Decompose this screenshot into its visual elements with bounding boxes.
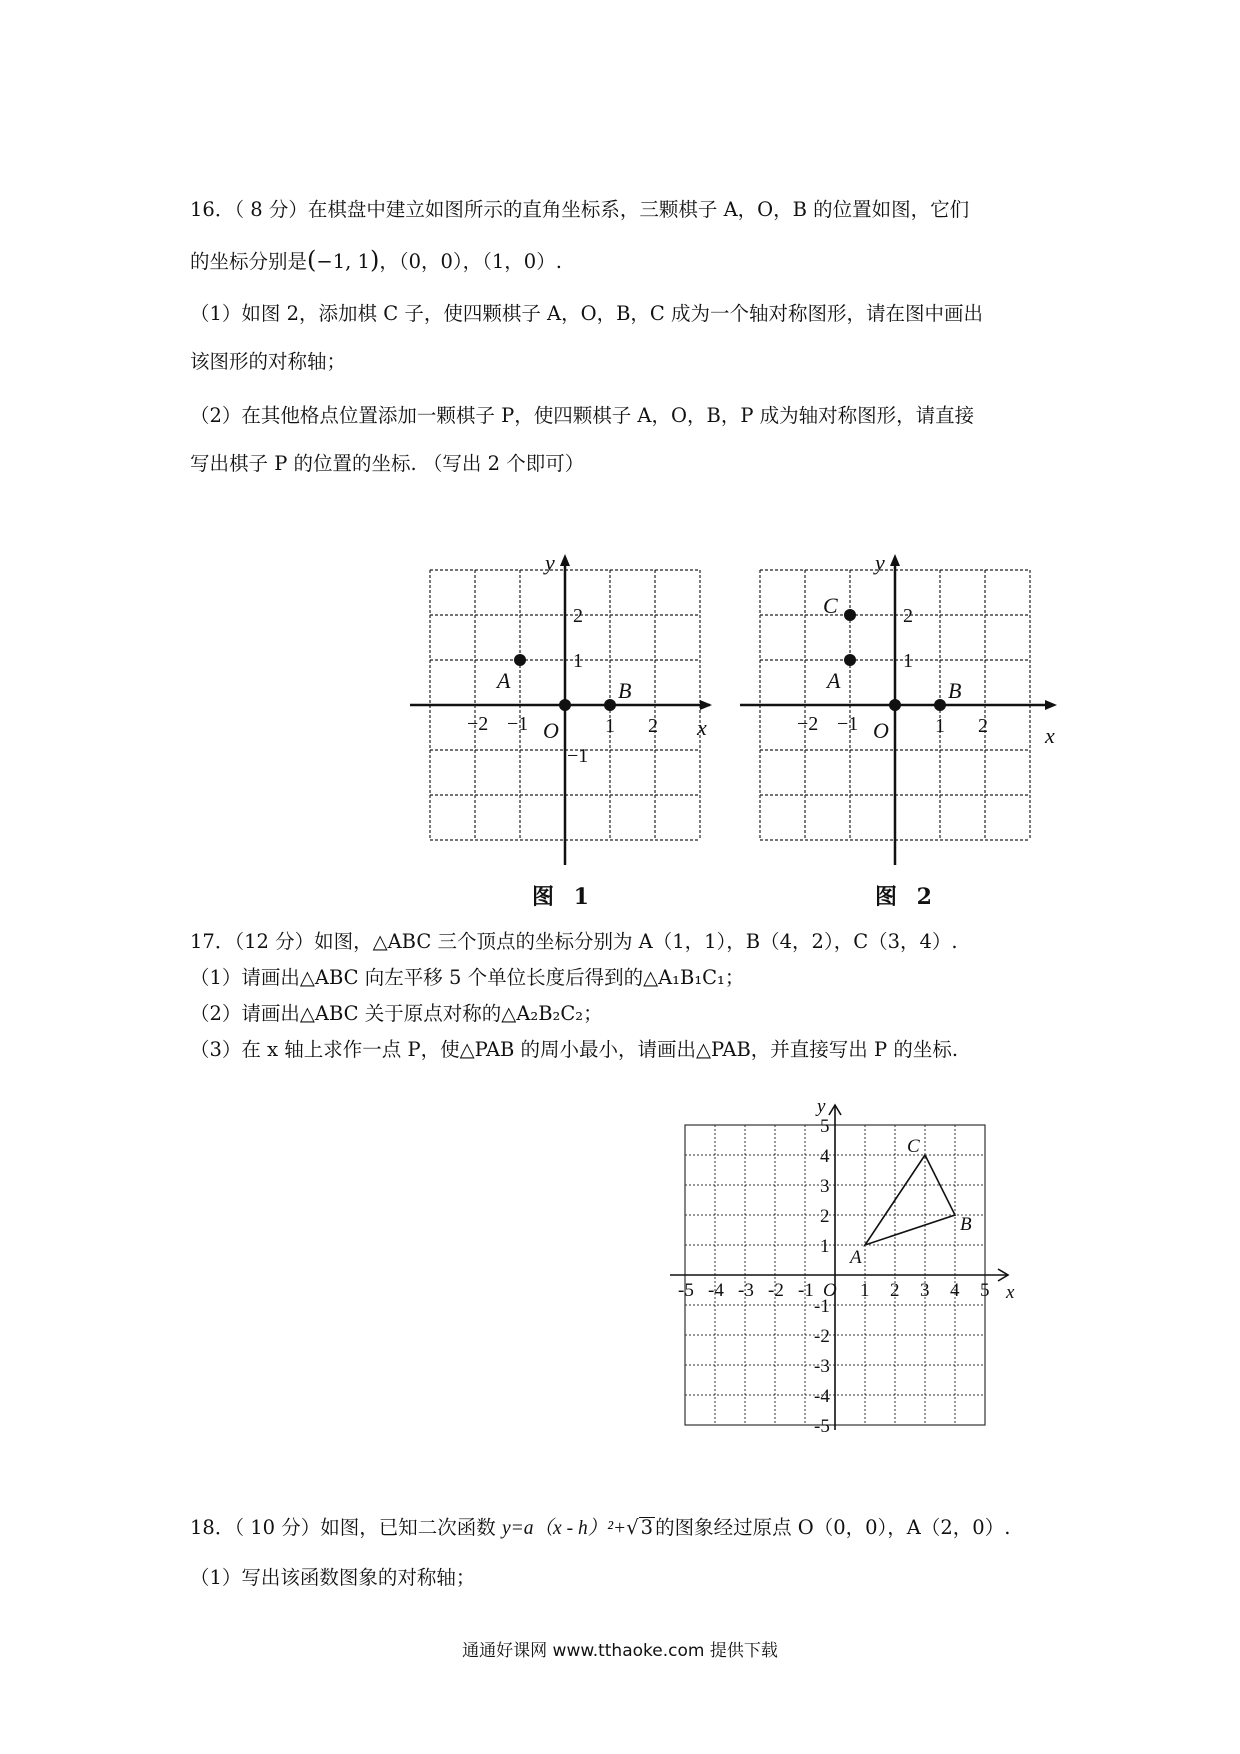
fig1-xtick-m1: −1	[507, 713, 529, 735]
q17-xtick-m5: -5	[678, 1280, 694, 1301]
fig2-label-b: B	[948, 678, 962, 703]
fig1-xtick-m2: −2	[467, 713, 489, 735]
fig2-axes	[740, 558, 1053, 865]
q17-ytick-m1: -1	[814, 1296, 830, 1317]
fig2-label-c: C	[823, 593, 838, 618]
fig2-label-o: O	[873, 718, 889, 743]
q17-label-o: O	[823, 1280, 837, 1301]
fig1-x-arrow-icon	[700, 700, 712, 710]
fig2-point-b	[934, 699, 946, 711]
fig2-xtick-m1: −1	[837, 713, 859, 735]
q17-xtick-2: 2	[890, 1280, 900, 1301]
fig2-y-label: y	[875, 550, 885, 575]
fig1-point-a	[514, 654, 526, 666]
fig2-xtick-2: 2	[978, 715, 988, 737]
q18-part1: （1）写出该函数图象的对称轴；	[190, 1566, 476, 1589]
fig1-label-b: B	[618, 678, 632, 703]
q17-part2: （2）请画出△ABC 关于原点对称的△A₂B₂C₂；	[190, 1002, 603, 1025]
fig1-point-o	[559, 699, 571, 711]
fig2-x-label: x	[1045, 723, 1055, 748]
q16-stem-line1: 16．（ 8 分）在棋盘中建立如图所示的直角坐标系，三颗棋子 A，O，B 的位置如图，它们	[190, 198, 970, 221]
q17-part1: （1）请画出△ABC 向左平移 5 个单位长度后得到的△A₁B₁C₁；	[190, 966, 745, 989]
fig1-x-label: x	[697, 715, 707, 740]
q17-xtick-m2: -2	[768, 1280, 784, 1301]
q17-ytick-m3: -3	[814, 1356, 830, 1377]
q17-xtick-3: 3	[920, 1280, 930, 1301]
fig2-x-arrow-icon	[1045, 700, 1057, 710]
q17-ytick-5: 5	[820, 1116, 830, 1137]
q17-stem: 17．（12 分）如图，△ABC 三个顶点的坐标分别为 A（1，1），B（4，2），C（3，4）.	[190, 930, 958, 953]
q16-part2-line1: （2）在其他格点位置添加一颗棋子 P，使四颗棋子 A，O，B，P 成为轴对称图形，请直接	[190, 404, 975, 427]
q16-stem-line2: 的坐标分别是(−1, 1)，（0，0），（1，0）.	[190, 246, 562, 274]
q17-axes	[670, 1105, 1008, 1430]
q16-stem-line2-a: 的坐标分别是	[190, 250, 308, 273]
q16-coord-a: −1, 1	[316, 250, 370, 273]
q17-xtick-1: 1	[860, 1280, 870, 1301]
fig1-label-a: A	[497, 668, 511, 693]
fig2-point-c	[844, 609, 856, 621]
q16-part2-line2: 写出棋子 P 的位置的坐标. （写出 2 个即可）	[190, 452, 585, 475]
q16-fig1-caption: 图 1	[532, 884, 595, 910]
q16-part1-line2: 该图形的对称轴；	[190, 350, 347, 373]
q17-ytick-2: 2	[820, 1206, 830, 1227]
fig1-ytick-m1: −1	[567, 745, 589, 767]
q18-sqrt-value: 3	[640, 1516, 654, 1539]
q16-fig2-caption: 图 2	[875, 884, 938, 910]
q17-xtick-m1: -1	[798, 1280, 814, 1301]
q16-figure1	[405, 550, 715, 870]
q17-xtick-m3: -3	[738, 1280, 754, 1301]
page-footer: 通通好课网 www.tthaoke.com 提供下载	[462, 1641, 778, 1661]
q17-y-label: y	[817, 1096, 826, 1117]
q17-part3: （3）在 x 轴上求作一点 P，使△PAB 的周小最小，请画出△PAB，并直接写出 P 的坐标.	[190, 1038, 959, 1061]
q17-label-c: C	[907, 1136, 920, 1157]
q16-figure2	[735, 550, 1065, 870]
q17-ytick-m5: -5	[814, 1416, 830, 1437]
q17-ytick-1: 1	[820, 1236, 830, 1257]
fig1-y-label: y	[545, 550, 555, 575]
fig1-xtick-2: 2	[648, 715, 658, 737]
fig2-ytick-2: 2	[903, 605, 913, 627]
q18-stem-b: 的图象经过原点 O（0，0），A（2，0）.	[655, 1516, 1011, 1539]
q17-label-a: A	[850, 1247, 862, 1268]
q17-x-label: x	[1006, 1282, 1015, 1303]
q17-ytick-m2: -2	[814, 1326, 830, 1347]
fig2-xtick-1: 1	[935, 715, 945, 737]
fig1-point-b	[604, 699, 616, 711]
q18-stem-a: 18．（ 10 分）如图，已知二次函数	[190, 1516, 502, 1539]
q17-xtick-5: 5	[980, 1280, 990, 1301]
fig1-label-o: O	[543, 718, 559, 743]
q17-ytick-4: 4	[820, 1146, 830, 1167]
q18-function: y=a（x - h）²+	[501, 1518, 627, 1539]
q17-ytick-3: 3	[820, 1176, 830, 1197]
fig1-axes	[410, 558, 710, 865]
fig1-xtick-1: 1	[605, 715, 615, 737]
fig2-ytick-1: 1	[903, 650, 913, 672]
q17-figure	[670, 1095, 1030, 1450]
fig2-label-a: A	[827, 668, 841, 693]
q16-part1-line1: （1）如图 2，添加棋 C 子，使四颗棋子 A，O，B，C 成为一个轴对称图形，请在图中画出	[190, 302, 984, 325]
fig2-point-o	[889, 699, 901, 711]
q17-xtick-4: 4	[950, 1280, 960, 1301]
fig1-ytick-2: 2	[573, 605, 583, 627]
q18-stem: 18．（ 10 分）如图，已知二次函数 y=a（x - h）²+√ 3 的图象经过原点 O（0，0），A（2，0）.	[190, 1516, 1011, 1539]
q17-xtick-m4: -4	[708, 1280, 724, 1301]
q17-label-b: B	[960, 1214, 972, 1235]
q17-ytick-m4: -4	[814, 1386, 830, 1407]
q16-stem-line2-b: ，（0，0），（1，0）.	[379, 250, 562, 273]
fig1-y-arrow-icon	[560, 554, 570, 566]
fig1-ytick-1: 1	[573, 650, 583, 672]
q17-triangle-abc	[865, 1155, 955, 1245]
fig2-xtick-m2: −2	[797, 713, 819, 735]
fig2-point-a	[844, 654, 856, 666]
fig2-y-arrow-icon	[890, 554, 900, 566]
